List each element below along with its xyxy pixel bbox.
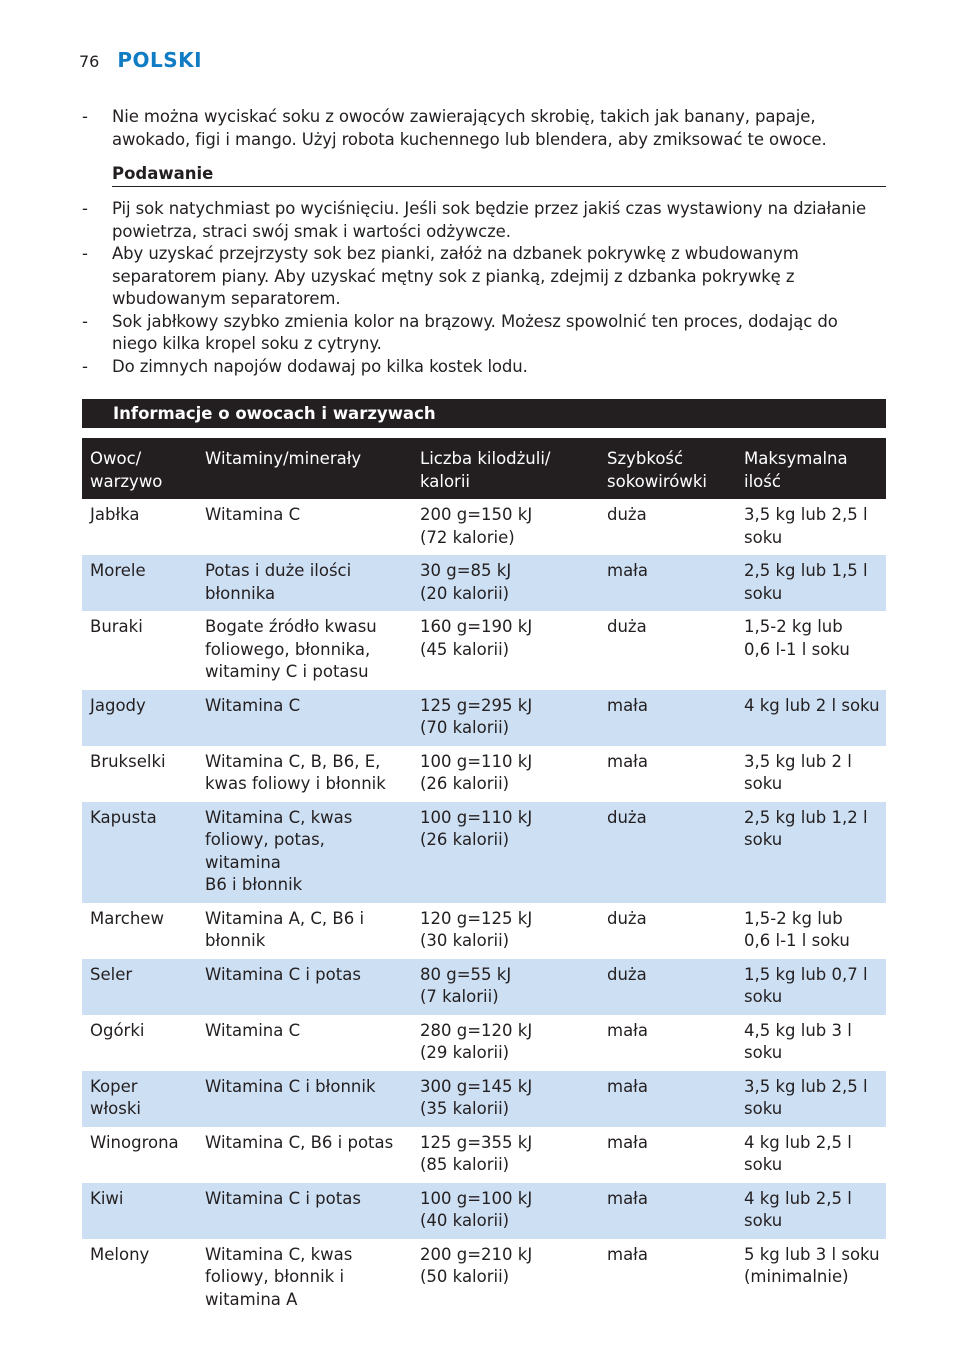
cell-juicer-speed: duża	[599, 802, 736, 903]
bullet-dash: -	[82, 244, 88, 263]
cell-energy: 125 g=295 kJ (70 kalorii)	[412, 690, 599, 746]
page-header	[79, 48, 202, 74]
cell-produce: Winogrona	[90, 1132, 179, 1152]
cell-juicer-speed: mała	[607, 1244, 648, 1264]
info-banner	[82, 399, 886, 428]
table-row	[82, 499, 886, 555]
cell-vitamins: Witamina C i potas	[197, 959, 412, 1015]
cell-produce: Morele	[82, 555, 197, 611]
cell-energy: 120 g=125 kJ (30 kalorii)	[420, 908, 533, 950]
table-row	[82, 1127, 886, 1183]
intro-bullet-list	[82, 106, 886, 151]
intro-bullet	[82, 106, 886, 151]
cell-max-quantity: 1,5-2 kg lub 0,6 l-1 l soku	[744, 908, 850, 950]
section-heading-serving: Podawanie	[112, 162, 886, 187]
cell-produce: Kiwi	[82, 1183, 197, 1239]
bullet-text: Do zimnych napojów dodawaj po kilka kostek lodu.	[112, 356, 528, 376]
table-row	[82, 903, 886, 959]
cell-produce: Jagody	[82, 690, 197, 746]
table-row	[82, 690, 886, 746]
cell-vitamins: Witamina C	[197, 690, 412, 746]
cell-juicer-speed: mała	[599, 1183, 736, 1239]
cell-energy: 100 g=110 kJ (26 kalorii)	[412, 802, 599, 903]
cell-vitamins: Witamina C i błonnik	[197, 1071, 412, 1127]
cell-max-quantity: 5 kg lub 3 l soku (minimalnie)	[744, 1244, 880, 1286]
bullet-dash: -	[82, 356, 88, 376]
serving-bullet-list	[82, 198, 886, 378]
cell-max-quantity: 1,5 kg lub 0,7 l soku	[736, 959, 886, 1015]
cell-max-quantity: 4 kg lub 2 l soku	[736, 690, 886, 746]
cell-produce: Koper włoski	[82, 1071, 197, 1127]
cell-max-quantity: 2,5 kg lub 1,2 l soku	[736, 802, 886, 903]
column-header-max-quantity: Maksymalna ilość	[736, 438, 886, 499]
cell-produce: Jabłka	[90, 505, 140, 524]
table-row	[82, 555, 886, 611]
serving-bullet	[82, 198, 886, 243]
cell-energy: 80 g=55 kJ (7 kalorii)	[412, 959, 599, 1015]
table-row	[82, 746, 886, 802]
bullet-text: Aby uzyskać przejrzysty sok bez pianki, załóż na dzbanek pokrywkę z wbudowanym separatorem piany. Aby uzyskać mętny sok z pianką, zdejmij z dzbanka pokrywkę z wbudowanym separatorem.	[112, 244, 799, 308]
cell-max-quantity: 4 kg lub 2,5 l soku	[736, 1183, 886, 1239]
table-body	[82, 499, 886, 1317]
cell-produce: Seler	[82, 959, 197, 1015]
cell-energy: 200 g=150 kJ (72 kalorie)	[420, 505, 533, 547]
cell-energy: 160 g=190 kJ (45 kalorii)	[420, 617, 533, 659]
bullet-dash: -	[82, 199, 88, 218]
cell-juicer-speed: mała	[607, 751, 648, 771]
bullet-text: Pij sok natychmiast po wyciśnięciu. Jeśli sok będzie przez jakiś czas wystawiony na działanie powietrza, straci swój smak i wartości odżywcze.	[112, 199, 867, 241]
serving-bullet	[82, 356, 886, 379]
cell-juicer-speed: duża	[607, 617, 647, 636]
cell-juicer-speed: mała	[607, 1132, 648, 1152]
cell-energy: 100 g=100 kJ (40 kalorii)	[412, 1183, 599, 1239]
bullet-text: Sok jabłkowy szybko zmienia kolor na brązowy. Możesz spowolnić ten proces, dodając do niego kilka kropel soku z cytryny.	[112, 311, 838, 353]
cell-vitamins: Bogate źródło kwasu foliowego, błonnika, witaminy C i potasu	[205, 617, 377, 681]
cell-energy: 200 g=210 kJ (50 kalorii)	[420, 1244, 533, 1286]
serving-bullet	[82, 243, 886, 311]
bullet-dash: -	[82, 311, 88, 331]
cell-vitamins: Witamina A, C, B6 i błonnik	[205, 908, 365, 950]
language-heading: POLSKI	[117, 48, 203, 72]
cell-juicer-speed: duża	[599, 959, 736, 1015]
column-header-energy: Liczba kilodżuli/ kalorii	[412, 438, 599, 499]
table-row	[82, 959, 886, 1015]
cell-max-quantity: 4 kg lub 2,5 l soku	[744, 1132, 852, 1174]
cell-juicer-speed: mała	[599, 1071, 736, 1127]
cell-juicer-speed: mała	[599, 690, 736, 746]
cell-vitamins: Witamina C i potas	[197, 1183, 412, 1239]
cell-max-quantity: 3,5 kg lub 2,5 l soku	[736, 1071, 886, 1127]
cell-max-quantity: 4,5 kg lub 3 l soku	[744, 1020, 852, 1062]
cell-vitamins: Witamina C, B6 i potas	[205, 1132, 394, 1152]
cell-max-quantity: 3,5 kg lub 2,5 l soku	[744, 505, 868, 547]
cell-produce: Melony	[90, 1244, 150, 1264]
table-row	[82, 1239, 886, 1318]
cell-produce: Buraki	[90, 617, 143, 636]
table-row	[82, 1015, 886, 1071]
column-header-juicer-speed: Szybkość sokowirówki	[599, 438, 736, 499]
cell-energy: 30 g=85 kJ (20 kalorii)	[412, 555, 599, 611]
cell-max-quantity: 1,5-2 kg lub 0,6 l-1 l soku	[744, 617, 850, 659]
cell-vitamins: Witamina C, kwas foliowy, błonnik i witamina A	[205, 1244, 353, 1309]
table-row	[82, 1183, 886, 1239]
cell-produce: Kapusta	[82, 802, 197, 903]
table-header-row	[82, 438, 886, 499]
cell-vitamins: Witamina C, kwas foliowy, potas, witamina B6 i błonnik	[197, 802, 412, 903]
serving-bullet	[82, 311, 886, 356]
bullet-text: Nie można wyciskać soku z owoców zawierających skrobię, takich jak banany, papaje, awokado, figi i mango. Użyj robota kuchennego lub blendera, aby zmiksować te owoce.	[112, 107, 827, 149]
cell-juicer-speed: duża	[607, 505, 647, 524]
cell-juicer-speed: duża	[607, 908, 647, 928]
cell-produce: Marchew	[90, 908, 164, 928]
cell-produce: Ogórki	[90, 1020, 145, 1040]
info-banner-title: Informacje o owocach i warzywach	[113, 404, 436, 423]
table-row	[82, 611, 886, 690]
cell-vitamins: Potas i duże ilości błonnika	[197, 555, 412, 611]
bullet-dash: -	[82, 107, 88, 126]
cell-max-quantity: 3,5 kg lub 2 l soku	[744, 751, 852, 793]
cell-energy: 125 g=355 kJ (85 kalorii)	[420, 1132, 533, 1174]
cell-energy: 280 g=120 kJ (29 kalorii)	[420, 1020, 533, 1062]
cell-juicer-speed: mała	[599, 555, 736, 611]
table-row	[82, 802, 886, 903]
column-header-vitamins: Witaminy/minerały	[197, 438, 412, 499]
cell-max-quantity: 2,5 kg lub 1,5 l soku	[736, 555, 886, 611]
page-number: 76	[79, 52, 100, 71]
table-row	[82, 1071, 886, 1127]
cell-produce: Brukselki	[90, 751, 166, 771]
cell-vitamins: Witamina C	[205, 505, 301, 524]
cell-energy: 100 g=110 kJ (26 kalorii)	[420, 751, 533, 793]
column-header-produce: Owoc/ warzywo	[82, 438, 197, 499]
cell-energy: 300 g=145 kJ (35 kalorii)	[412, 1071, 599, 1127]
cell-vitamins: Witamina C, B, B6, E, kwas foliowy i błonnik	[205, 751, 386, 793]
produce-info-table	[82, 438, 886, 1317]
cell-juicer-speed: mała	[607, 1020, 648, 1040]
cell-vitamins: Witamina C	[205, 1020, 301, 1040]
